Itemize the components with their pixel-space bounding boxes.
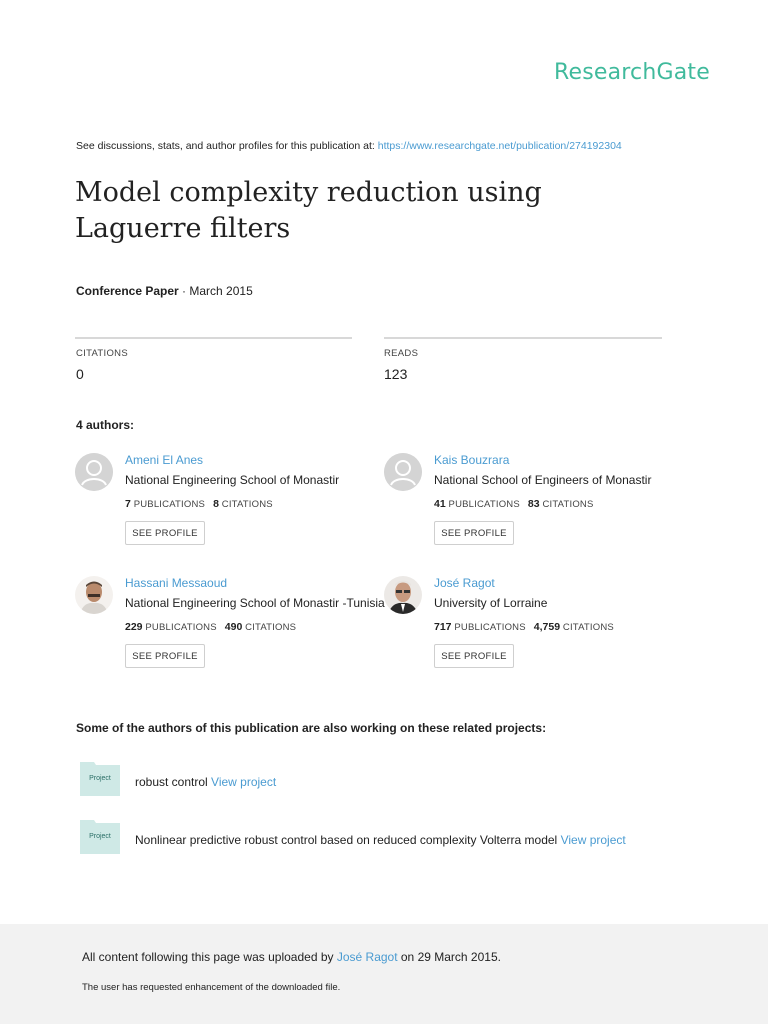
view-project-link[interactable]: View project xyxy=(560,833,626,847)
project-folder-icon[interactable] xyxy=(80,820,120,854)
publications-label: PUBLICATIONS xyxy=(145,622,217,633)
related-projects-heading: Some of the authors of this publication are also working on these related projects: xyxy=(76,721,547,735)
project-name: robust control xyxy=(135,775,212,789)
project-name: Nonlinear predictive robust control based on reduced complexity Volterra model xyxy=(135,833,561,847)
date-separator: · xyxy=(178,284,190,298)
author-institution: National Engineering School of Monastir -Tunisia xyxy=(125,596,385,610)
author-name-link[interactable]: Hassani Messaoud xyxy=(125,576,228,590)
citations-count: 8 xyxy=(213,498,219,510)
see-profile-button[interactable]: SEE PROFILE xyxy=(434,521,514,545)
publications-count: 41 xyxy=(434,498,446,510)
footer-panel xyxy=(0,924,768,1024)
author-stats xyxy=(125,498,273,510)
publication-type: Conference Paper xyxy=(76,284,179,298)
related-project-item xyxy=(135,775,276,789)
publications-label: PUBLICATIONS xyxy=(448,499,520,510)
reads-divider xyxy=(384,337,662,339)
paper-title: Model complexity reduction using Laguerre filters xyxy=(75,177,542,244)
publication-url-link[interactable]: https://www.researchgate.net/publication/274192304 xyxy=(377,140,622,152)
author-name-link[interactable]: Kais Bouzrara xyxy=(434,453,510,467)
enhancement-note: The user has requested enhancement of the downloaded file. xyxy=(82,982,341,993)
placeholder-avatar-icon[interactable] xyxy=(384,453,422,491)
citations-count: 4,759 xyxy=(533,621,561,633)
discussion-line xyxy=(76,140,622,152)
author-photo-icon[interactable] xyxy=(384,576,422,614)
see-profile-button[interactable]: SEE PROFILE xyxy=(125,521,205,545)
related-project-item xyxy=(135,833,626,847)
citations-label: CITATIONS xyxy=(221,499,273,510)
citations-divider xyxy=(75,337,352,339)
citations-label: CITATIONS xyxy=(245,622,297,633)
publication-date: March 2015 xyxy=(189,284,253,298)
citations-count: 83 xyxy=(527,498,540,510)
upload-notice xyxy=(82,950,501,964)
citations-value: 0 xyxy=(76,366,84,382)
publications-label: PUBLICATIONS xyxy=(454,622,526,633)
see-profile-button[interactable]: SEE PROFILE xyxy=(434,644,514,668)
author-card xyxy=(75,576,385,686)
author-institution: University of Lorraine xyxy=(434,596,548,610)
author-card xyxy=(75,453,375,563)
see-profile-button[interactable]: SEE PROFILE xyxy=(125,644,205,668)
uploader-link[interactable]: José Ragot xyxy=(336,950,398,964)
publications-count: 229 xyxy=(125,621,143,633)
project-icon-label: Project xyxy=(89,833,111,840)
citations-label: CITATIONS xyxy=(542,499,594,510)
publication-type-line xyxy=(76,284,253,298)
author-card xyxy=(384,453,684,563)
project-folder-icon[interactable] xyxy=(80,762,120,796)
citations-count: 490 xyxy=(224,621,243,633)
author-stats xyxy=(434,621,614,633)
publications-count: 7 xyxy=(125,498,131,510)
author-stats xyxy=(434,498,594,510)
author-name-link[interactable]: Ameni El Anes xyxy=(125,453,204,467)
reads-label: READS xyxy=(384,348,419,359)
researchgate-logo[interactable]: ResearchGate xyxy=(553,60,710,85)
view-project-link[interactable]: View project xyxy=(211,775,277,789)
citations-label: CITATIONS xyxy=(76,348,128,359)
publications-label: PUBLICATIONS xyxy=(133,499,206,510)
author-stats xyxy=(125,621,296,633)
placeholder-avatar-icon[interactable] xyxy=(75,453,113,491)
upload-suffix: on 29 March 2015. xyxy=(397,950,501,964)
author-institution: National Engineering School of Monastir xyxy=(125,473,340,487)
author-institution: National School of Engineers of Monastir xyxy=(434,473,652,487)
project-icon-label: Project xyxy=(89,775,111,782)
citations-label: CITATIONS xyxy=(562,622,614,633)
author-name-link[interactable]: José Ragot xyxy=(434,576,495,590)
reads-value: 123 xyxy=(384,366,408,382)
upload-prefix: All content following this page was uploaded by xyxy=(82,950,337,964)
author-card xyxy=(384,576,684,686)
authors-heading: 4 authors: xyxy=(76,418,135,432)
discussion-text: See discussions, stats, and author profiles for this publication at: xyxy=(76,140,378,152)
author-photo-icon[interactable] xyxy=(75,576,113,614)
publications-count: 717 xyxy=(434,621,452,633)
